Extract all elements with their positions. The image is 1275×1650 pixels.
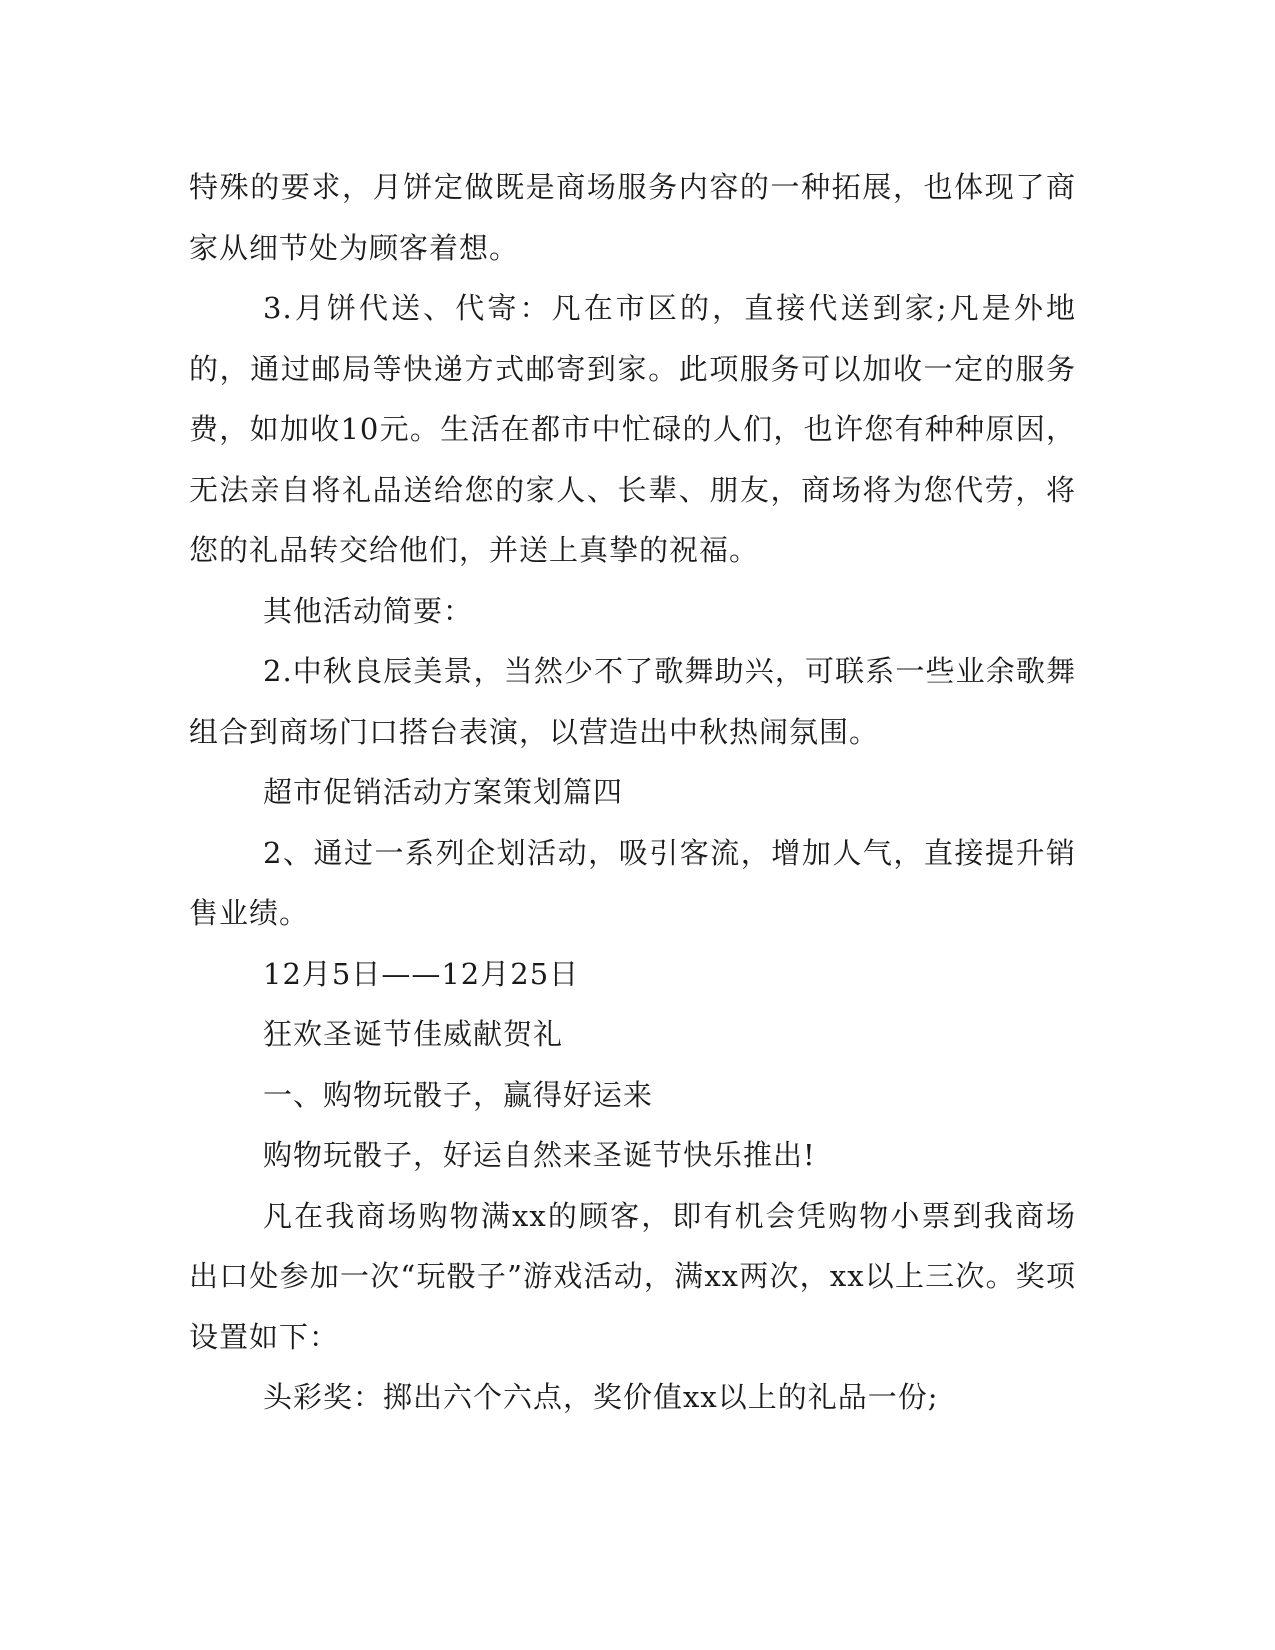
section-heading: 超市促销活动方案策划篇四 xyxy=(263,775,624,809)
paragraph: 购物玩骰子，好运自然来圣诞节快乐推出! xyxy=(263,1138,816,1172)
paragraph: 头彩奖：掷出六个六点，奖价值xx以上的礼品一份; xyxy=(263,1380,939,1414)
event-title: 狂欢圣诞节佳威献贺礼 xyxy=(263,1017,564,1051)
document-body xyxy=(189,157,1076,1428)
paragraph: 2、通过一系列企划活动，吸引客流，增加人气，直接提升销售业绩。 xyxy=(189,835,1076,930)
paragraph: 3.月饼代送、代寄：凡在市区的，直接代送到家;凡是外地的，通过邮局等快递方式邮寄到家。此项服务可以加收一定的服务费，如加收10元。生活在都市中忙碌的人们，也许您有种种原因，无法亲自将礼品送给您的家人、长辈、朋友，商场将为您代劳，将您的礼品转交给他们，并送上真挚的祝福。 xyxy=(189,291,1076,567)
paragraph: 特殊的要求，月饼定做既是商场服务内容的一种拓展，也体现了商家从细节处为顾客着想。 xyxy=(189,170,1076,265)
date-range: 12月5日——12月25日 xyxy=(263,956,580,991)
paragraph: 2.中秋良辰美景，当然少不了歌舞助兴，可联系一些业余歌舞组合到商场门口搭台表演，以营造出中秋热闹氛围。 xyxy=(189,654,1076,749)
paragraph: 其他活动简要： xyxy=(263,593,474,628)
paragraph: 凡在我商场购物满xx的顾客，即有机会凭购物小票到我商场出口处参加一次“玩骰子”游戏活动，满xx两次，xx以上三次。奖项设置如下： xyxy=(189,1198,1076,1354)
subsection-heading: 一、购物玩骰子，赢得好运来 xyxy=(263,1077,654,1112)
